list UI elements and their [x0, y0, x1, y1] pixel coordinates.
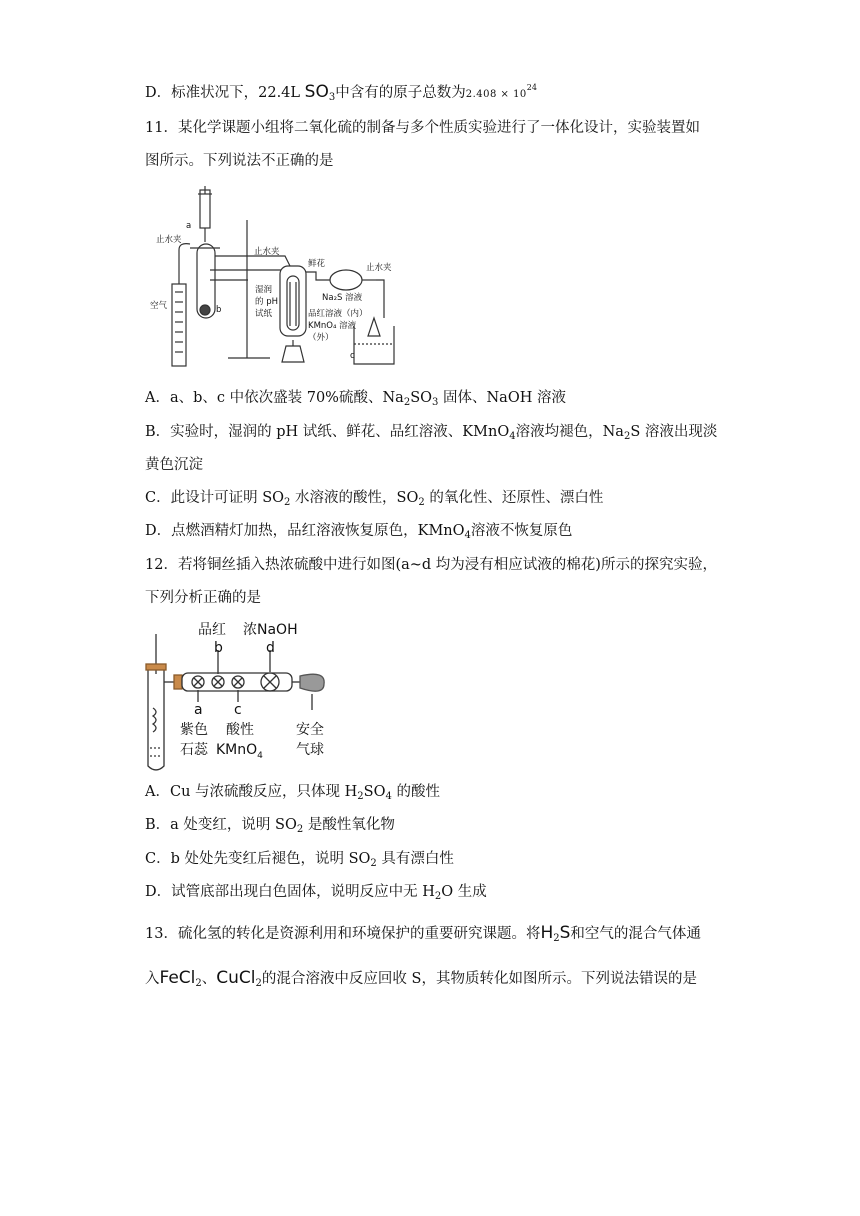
- q12-option-b: [145, 815, 395, 840]
- q12-optb-sub: 2: [296, 824, 304, 835]
- q11-optb-sub1: 4: [509, 431, 516, 442]
- q11-fig-label-wet3: 试纸: [255, 309, 273, 319]
- q13-stem-text2: 和空气的混合气体通: [570, 926, 701, 942]
- q12-optb-text1: B．a 处变红，说明 SO: [145, 817, 297, 833]
- q11-optd-text1: D．点燃酒精灯加热，品红溶液恢复原色，KMnO: [145, 523, 465, 539]
- q12-opta-text3: 的酸性: [391, 784, 440, 800]
- q11-stem-line1: 11．某化学课题小组将二氧化硫的制备与多个性质实验进行了一体化设计，实验装置如: [145, 120, 700, 136]
- q11-fig-label-kmno4: KMnO₄ 溶液: [308, 321, 357, 331]
- q10-optd-so3-sub: 3: [328, 92, 336, 103]
- q12-optd-sub: 2: [434, 891, 442, 902]
- q12-fig-label-safe1: 安全: [296, 722, 324, 738]
- q12-optc-text2: 具有漂白性: [376, 851, 454, 867]
- q11-option-b-line1: [145, 422, 717, 447]
- q12-opta-text2: SO: [363, 784, 386, 800]
- q11-opta-text3: 固体、NaOH 溶液: [438, 390, 566, 406]
- q13-separator: 、: [201, 971, 217, 987]
- q11-fig-label-outer: （外）: [308, 333, 334, 343]
- q12-opta-sub1: 2: [357, 791, 364, 802]
- q11-optb-text3: S 溶液出现淡: [630, 424, 718, 440]
- q12-fig-label-kmno4: KMnO$_4$: [216, 742, 263, 761]
- q13-h2s-s: S: [559, 923, 571, 943]
- q12-opta-sub2: 4: [385, 791, 392, 802]
- q12-optb-text2: 是酸性氧化物: [303, 817, 395, 833]
- q12-fig-label-d: d: [266, 640, 275, 656]
- q12-fig-label-a: a: [194, 702, 203, 718]
- q10-optd-text1: D．标准状况下，22.4L: [145, 85, 305, 101]
- q11-fig-label-air: 空气: [150, 301, 168, 311]
- q11-optd-text2: 溶液不恢复原色: [470, 523, 573, 539]
- q11-fig-label-c: c: [350, 351, 355, 361]
- q12-optd-text2: O 生成: [441, 884, 487, 900]
- q12-fig-label-b: b: [214, 640, 223, 656]
- q13-fecl2-sub: 2: [195, 978, 202, 989]
- q11-option-b-line2: 黄色沉淀: [145, 457, 203, 473]
- q13-stem-line2: [145, 968, 697, 994]
- q11-optc-text3: 的氧化性、还原性、漂白性: [424, 490, 604, 506]
- q12-fig-label-naoh: 浓NaOH: [243, 622, 298, 638]
- q11-stem-line2: 图所示。下列说法不正确的是: [145, 153, 334, 169]
- q12-fig-label-safe2: 气球: [296, 742, 324, 758]
- q12-fig-label-purple2: 石蕊: [180, 742, 208, 758]
- q11-fig-label-na2s: Na₂S 溶液: [322, 293, 363, 303]
- q11-fig-label-wet2: 的 pH: [255, 297, 278, 307]
- q10-optd-so3: SO: [304, 82, 329, 102]
- q12-opta-text1: A．Cu 与浓硫酸反应，只体现 H: [145, 784, 358, 800]
- q13-fecl2: FeCl: [159, 968, 196, 988]
- q12-stem-line1: 12．若将铜丝插入热浓硫酸中进行如图(a~d 均为浸有相应试液的棉花)所示的探究实验，: [145, 557, 717, 573]
- q13-stem-line1: [145, 923, 701, 949]
- q11-fig-label-stopper2: 止水夹: [254, 247, 280, 257]
- q11-option-c: [145, 488, 603, 513]
- q13-stem-text1: 13．硫化氢的转化是资源利用和环境保护的重要研究课题。将: [145, 926, 541, 942]
- q11-optc-sub1: 2: [284, 497, 291, 508]
- q11-fig-label-b: b: [216, 305, 222, 315]
- q10-optd-text2: 中含有的原子总数为: [335, 85, 466, 101]
- q11-opta-sub1: 2: [403, 397, 411, 408]
- q13-stem-text4: 的混合溶液中反应回收 S，其物质转化如图所示。下列说法错误的是: [261, 971, 697, 987]
- q11-fig-label-pinhong: 品红溶液（内）: [308, 309, 368, 319]
- q11-fig-label-wet1: 湿润: [255, 285, 273, 295]
- q11-optb-text1: B．实验时，湿润的 pH 试纸、鲜花、品红溶液、KMnO: [145, 424, 510, 440]
- q12-fig-label-purple1: 紫色: [180, 722, 208, 738]
- q12-option-a: [145, 782, 440, 807]
- q12-stem-line2: 下列分析正确的是: [145, 590, 261, 606]
- q13-cucl2-sub: 2: [255, 978, 262, 989]
- q13-cucl2: CuCl: [216, 968, 256, 988]
- q11-fig-label-flower: 鲜花: [308, 259, 326, 269]
- q11-fig-label-stopper1: 止水夹: [156, 235, 182, 245]
- q11-optc-sub2: 2: [418, 497, 425, 508]
- q10-optd-number: 2.408 × 10: [465, 89, 527, 100]
- q12-apparatus-figure: [140, 618, 340, 778]
- q13-stem-text3: 入: [145, 971, 160, 987]
- q11-optb-sub2: 2: [623, 431, 631, 442]
- q12-option-c: [145, 849, 454, 874]
- q12-fig-label-acid: 酸性: [226, 722, 254, 738]
- q12-fig-label-pinhong: 品红: [198, 622, 226, 638]
- q12-fig-label-c: c: [234, 702, 242, 718]
- q11-opta-text1: A．a、b、c 中依次盛装 70%硫酸、Na: [145, 390, 404, 406]
- q11-opta-sub2: 3: [432, 397, 439, 408]
- q10-option-d: [145, 78, 537, 108]
- q12-optc-text1: C．b 处处先变红后褪色，说明 SO: [145, 851, 371, 867]
- q12-optc-sub: 2: [370, 858, 377, 869]
- q13-h2s-h: H: [540, 923, 554, 943]
- q12-option-d: [145, 882, 487, 907]
- q12-optd-text1: D．试管底部出现白色固体，说明反应中无 H: [145, 884, 435, 900]
- q11-optd-sub: 4: [464, 530, 471, 541]
- q10-optd-exponent: 24: [526, 83, 537, 92]
- q13-h2s-sub: 2: [553, 933, 560, 944]
- q11-fig-label-a: a: [186, 221, 192, 231]
- q11-apparatus-figure: [150, 186, 400, 376]
- q11-opta-text2: SO: [410, 390, 433, 406]
- q11-fig-label-stopper3: 止水夹: [366, 263, 392, 273]
- q11-option-a: [145, 388, 566, 413]
- q11-optc-text2: 水溶液的酸性，SO: [290, 490, 419, 506]
- q11-optc-text1: C．此设计可证明 SO: [145, 490, 285, 506]
- q11-optb-text2: 溶液均褪色，Na: [515, 424, 624, 440]
- q11-option-d: [145, 521, 572, 546]
